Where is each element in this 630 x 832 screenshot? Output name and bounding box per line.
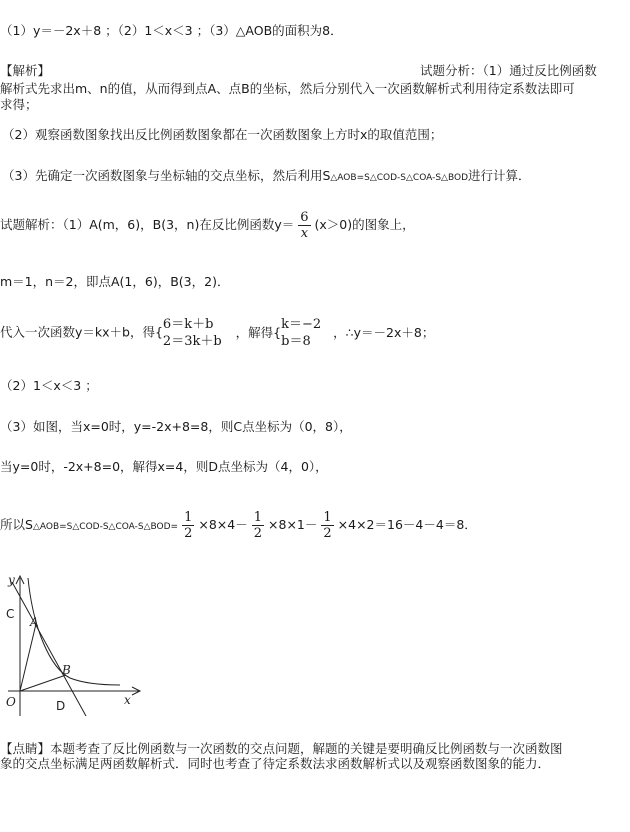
area-pre: 所以S xyxy=(0,517,33,532)
inverse-proportional-curve xyxy=(28,578,120,685)
analysis-label: 【解析】 xyxy=(0,63,51,78)
solution-line-1-pre: 试题解析：（1）A(m，6)，B(3，n)在反比例函数y＝ xyxy=(0,217,295,232)
analysis-lead: 试题分析：（1）通过反比例函数 xyxy=(420,63,597,78)
segment-OB xyxy=(20,675,66,691)
fraction-numerator: 6 xyxy=(300,210,309,225)
solution-line-3 xyxy=(0,316,434,350)
half-fraction-3 xyxy=(321,510,333,541)
area-term-2: ×8×1－ xyxy=(268,517,318,532)
analysis-line-2: 解析式先求出m、n的值，从而得到点A、点B的坐标，然后分别代入一次函数解析式利用待定系数法即可 xyxy=(0,81,575,96)
comment-line-2: 象的交点坐标满足两函数解析式．同时也考查了待定系数法求函数解析式以及观察函数图象的能力． xyxy=(0,756,551,771)
analysis-part-3-pre: （3）先确定一次函数图象与坐标轴的交点坐标，然后利用S xyxy=(2,168,331,183)
function-graph-figure xyxy=(0,568,150,718)
solution-part-3-b: 当y=0时，-2x+8=0，解得x=4，则D点坐标为（4，0）， xyxy=(0,459,328,474)
solution-k: k＝−2 xyxy=(281,317,322,332)
linear-function-line xyxy=(12,582,86,716)
segment-OA xyxy=(20,624,36,691)
analysis-part-3-formula: △AOB=S△COD-S△COA-S△BOD xyxy=(330,173,469,183)
fraction-denominator: x xyxy=(300,226,309,241)
half-fraction-1 xyxy=(182,510,194,541)
solution-b: b＝8 xyxy=(281,334,311,349)
comment-text-1: 本题考查了反比例函数与一次函数的交点问题，解题的关键是要明确反比例函数与一次函数图 xyxy=(50,741,563,756)
equation-1: 6＝k＋b xyxy=(162,317,214,332)
analysis-part-3 xyxy=(2,167,531,187)
analysis-part-3-post: 进行计算． xyxy=(468,168,531,183)
comment-label: 【点睛】 xyxy=(0,741,51,756)
equation-2: 2＝3k＋b xyxy=(162,334,222,349)
equation-system-1 xyxy=(163,316,222,350)
half-fraction-2 xyxy=(252,510,264,541)
label-C: C xyxy=(6,607,15,621)
label-x: x xyxy=(124,693,131,707)
area-formula: △AOB=S△COD-S△COA-S△BOD= xyxy=(32,522,179,532)
half-denominator: 2 xyxy=(184,526,193,541)
solution-line-3-mid: ，解得{ xyxy=(235,324,282,340)
solution-part-2: （2）1＜x＜3 ； xyxy=(0,378,98,393)
half-numerator: 1 xyxy=(253,510,263,525)
label-O: O xyxy=(6,695,16,709)
solution-line-3-post: ，∴y＝－2x＋8； xyxy=(333,324,435,340)
label-B: B xyxy=(62,663,71,677)
area-term-1: ×8×4－ xyxy=(198,517,248,532)
solution-line-1 xyxy=(0,210,415,241)
area-computation xyxy=(0,510,477,541)
analysis-line-3: 求得； xyxy=(0,97,38,112)
analysis-part-2: （2）观察函数图象找出反比例函数图象都在一次函数图象上方时x的取值范围； xyxy=(2,127,443,142)
solution-line-3-pre: 代入一次函数y＝kx＋b，得{ xyxy=(0,324,163,340)
solution-line-1-post: (x＞0)的图象上， xyxy=(314,217,415,232)
solution-line-2: m＝1，n＝2，即点A(1，6)，B(3，2)． xyxy=(0,274,230,289)
half-numerator: 1 xyxy=(184,510,193,525)
half-denominator: 2 xyxy=(253,526,263,541)
half-denominator: 2 xyxy=(323,526,332,541)
label-D: D xyxy=(56,699,66,713)
answer-line: （1）y＝－2x＋8 ；（2）1＜x＜3 ；（3）△AOB的面积为8． xyxy=(0,23,343,38)
fraction-6-over-x xyxy=(298,210,310,241)
half-numerator: 1 xyxy=(323,510,332,525)
label-A: A xyxy=(30,615,39,629)
equation-system-2 xyxy=(281,316,321,350)
area-term-3: ×4×2＝16－4－4＝8． xyxy=(337,517,477,532)
solution-part-3-a: （3）如图，当x=0时，y=-2x+8=8，则C点坐标为（0，8）， xyxy=(0,419,352,434)
label-y: y xyxy=(8,573,15,587)
